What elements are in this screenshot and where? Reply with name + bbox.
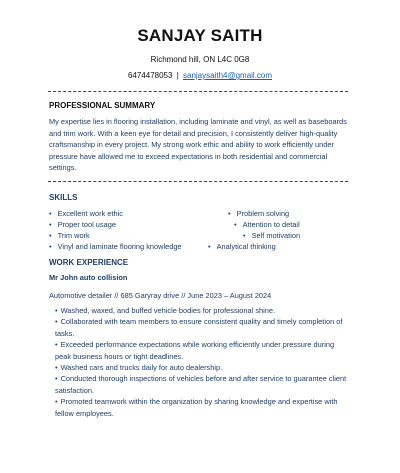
summary-heading: PROFESSIONAL SUMMARY: [49, 101, 156, 110]
skill-item: • Analytical thinking: [208, 242, 276, 251]
skill-item: • Vinyl and laminate flooring knowledge: [49, 242, 182, 251]
list-item: • Exceeded performance expectations while working efficiently under pressure during peak business hours or tight deadlines.: [55, 340, 335, 361]
skill-item: • Proper tool usage: [49, 220, 116, 229]
skill-item: • Attention to detail: [234, 220, 300, 229]
list-item: • Washed cars and trucks daily for auto dealership.: [55, 363, 223, 373]
skill-item: • Problem solving: [228, 209, 290, 218]
divider: [48, 91, 348, 92]
skill-item: • Trim work: [49, 231, 90, 240]
contact-line: [0, 71, 400, 80]
duties-list: [55, 305, 347, 419]
job-role-line: Automotive detailer // 685 Garyray drive // June 2023 – August 2024: [49, 291, 272, 300]
experience-heading: WORK EXPERIENCE: [49, 258, 129, 267]
email-link[interactable]: sanjaysaith4@gmail.com: [183, 71, 273, 80]
phone-number: 6474478053: [127, 71, 173, 80]
list-item: • Promoted teamwork within the organization by sharing knowledge and expertise with fellow employees.: [55, 397, 338, 418]
address: Richmond hill, ON L4C 0G8: [150, 55, 250, 64]
list-item: • Conducted thorough inspections of vehicles before and after service to guarantee client satisfaction.: [55, 374, 347, 395]
company-name: Mr John auto collision: [49, 273, 128, 282]
candidate-name: SANJAY SAITH: [137, 26, 263, 45]
skill-item: • Excellent work ethic: [49, 209, 123, 218]
contact-separator: |: [176, 71, 179, 80]
summary-text: My expertise lies in flooring installation, including laminate and vinyl, as well as baseboards and trim work. With a keen eye for detail and precision, I consistently deliver high-quality craftsmanship in every project. My strong work ethic and ability to work efficiently under pressure have allowed me to exceed expectations in both residential and commercial settings.: [49, 117, 347, 173]
skills-heading: SKILLS: [49, 193, 78, 202]
list-item: • Washed, waxed, and buffed vehicle bodies for professional shine.: [55, 306, 276, 315]
skill-item: • Self motivation: [243, 231, 301, 240]
divider: [48, 181, 348, 182]
list-item: • Collaborated with team members to ensure consistent quality and timely completion of tasks.: [55, 317, 343, 338]
